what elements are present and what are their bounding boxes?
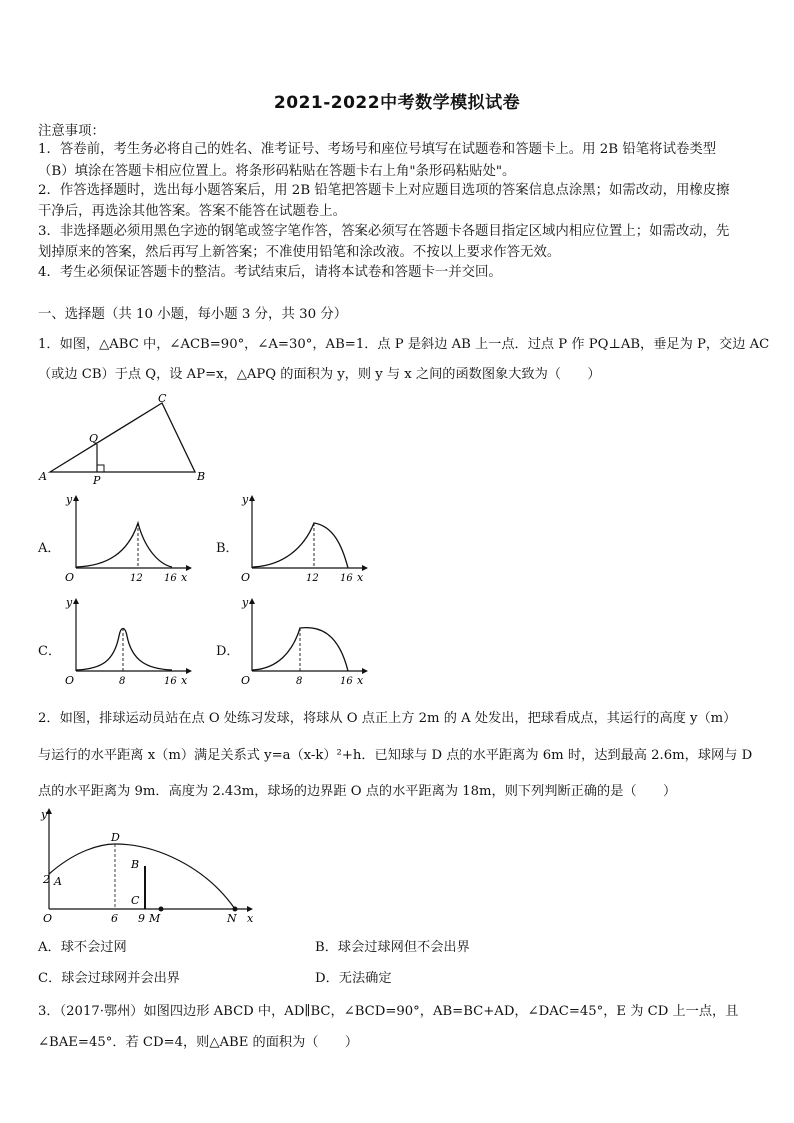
notice-line: 3．非选择题必须用黑色字迹的钢笔或签字笔作答，答案必须写在答题卡各题目指定区域内相应位置上；如需改动，先 xyxy=(38,224,730,239)
q2-label-n: N xyxy=(227,912,237,924)
q2-option-c[interactable]: C．球会过球网并会出界 xyxy=(38,971,180,986)
q2-label-six: 6 xyxy=(111,912,118,924)
q3-line1: 3．（2017·鄂州）如图四边形 ABCD 中，AD∥BC，∠BCD=90°，AB=BC+AD，∠DAC=45°，E 为 CD 上一点，且 xyxy=(38,1004,739,1019)
q1-label-a: A xyxy=(39,470,47,483)
notice-line: （B）填涂在答题卡相应位置上。将条形码粘贴在答题卡右上角"条形码粘贴处"。 xyxy=(38,164,516,179)
q1-option-b-label[interactable]: B． xyxy=(216,541,239,556)
tick-label: 16 xyxy=(164,573,177,584)
axis-y-label: y xyxy=(242,596,249,609)
q1-label-c: C xyxy=(158,392,167,405)
q2-label-nine: 9 xyxy=(138,912,145,924)
q2-label-y: y xyxy=(41,808,48,821)
q2-option-b[interactable]: B．球会过球网但不会出界 xyxy=(315,940,470,955)
tick-label: 16 xyxy=(340,676,353,687)
q2-option-d[interactable]: D．无法确定 xyxy=(315,971,392,986)
axis-y-label: y xyxy=(66,596,73,609)
notice-heading: 注意事项： xyxy=(38,124,105,139)
q2-label-c: C xyxy=(131,894,140,907)
q2-label-two: 2 xyxy=(43,873,50,886)
axis-y-label: y xyxy=(66,493,73,506)
q2-line3: 点的水平距离为 9m．高度为 2.43m，球场的边界距 O 点的水平距离为 18m，则下列判断正确的是（ ） xyxy=(38,784,677,799)
q1-option-c-label[interactable]: C． xyxy=(38,644,61,659)
tick-label: 16 xyxy=(164,676,177,687)
axis-x-label: x xyxy=(357,571,364,584)
q2-line2: 与运行的水平距离 x（m）满足关系式 y=a（x-k）²+h．已知球与 D 点的水平距离为 6m 时，达到最高 2.6m，球网与 D xyxy=(38,748,753,763)
q1-option-b-graph[interactable] xyxy=(238,493,368,585)
axis-origin-label: O xyxy=(65,674,75,687)
notice-line: 划掉原来的答案，然后再写上新答案；不准使用铅笔和涂改液。不按以上要求作答无效。 xyxy=(38,245,561,260)
notice-line: 4．考生必须保证答题卡的整洁。考试结束后，请将本试卷和答题卡一并交回。 xyxy=(38,265,502,280)
tick-label: 8 xyxy=(119,676,126,687)
tick-label: 16 xyxy=(340,573,353,584)
q2-label-m: M xyxy=(149,912,161,924)
q3-line2: ∠BAE=45°．若 CD=4，则△ABE 的面积为（ ） xyxy=(38,1035,359,1050)
page-title: 2021-2022中考数学模拟试卷 xyxy=(273,93,521,113)
q1-option-a-graph[interactable] xyxy=(62,493,192,585)
notice-line: 2．作答选择题时，选出每小题答案后，用 2B 铅笔把答题卡上对应题目选项的答案信息点涂黑；如需改动，用橡皮擦 xyxy=(38,183,730,198)
axis-y-label: y xyxy=(242,493,249,506)
axis-origin-label: O xyxy=(65,571,75,584)
q1-option-c-graph[interactable] xyxy=(62,596,192,688)
section-heading: 一、选择题（共 10 小题，每小题 3 分，共 30 分） xyxy=(38,307,348,322)
axis-x-label: x xyxy=(181,674,188,687)
q2-label-o: O xyxy=(43,912,53,924)
q1-line2: （或边 CB）于点 Q，设 AP=x，△APQ 的面积为 y，则 y 与 x 之间的函数图象大致为（ ） xyxy=(38,367,601,382)
q1-option-a-label[interactable]: A． xyxy=(38,541,61,556)
q2-trajectory-figure xyxy=(35,806,260,924)
axis-x-label: x xyxy=(181,571,188,584)
notice-line: 1．答卷前，考生务必将自己的姓名、准考证号、考场号和座位号填写在试题卷和答题卡上。用 2B 铅笔将试卷类型 xyxy=(38,142,717,157)
q2-option-a[interactable]: A．球不会过网 xyxy=(38,940,127,955)
q1-label-q: Q xyxy=(89,432,99,445)
tick-label: 12 xyxy=(130,573,143,584)
axis-origin-label: O xyxy=(241,571,251,584)
q2-label-b: B xyxy=(131,858,140,871)
q2-label-a: A xyxy=(54,875,62,888)
q1-label-p: P xyxy=(93,474,101,487)
q2-label-d: D xyxy=(111,831,120,844)
q2-label-x: x xyxy=(247,912,254,924)
tick-label: 8 xyxy=(296,676,303,687)
axis-origin-label: O xyxy=(241,674,251,687)
axis-x-label: x xyxy=(357,674,364,687)
q1-option-d-graph[interactable] xyxy=(238,596,368,688)
q1-label-b: B xyxy=(197,470,206,483)
tick-label: 12 xyxy=(306,573,319,584)
notice-line: 干净后，再选涂其他答案。答案不能答在试题卷上。 xyxy=(38,204,346,219)
q1-option-d-label[interactable]: D． xyxy=(216,644,240,659)
q2-line1: 2．如图，排球运动员站在点 O 处练习发球，将球从 O 点正上方 2m 的 A 处发出，把球看成点，其运行的高度 y（m） xyxy=(38,711,737,726)
q1-line1: 1．如图，△ABC 中，∠ACB=90°，∠A=30°，AB=1．点 P 是斜边 AB 上一点．过点 P 作 PQ⊥AB，垂足为 P，交边 AC xyxy=(38,337,770,352)
q1-triangle-figure xyxy=(35,392,210,487)
